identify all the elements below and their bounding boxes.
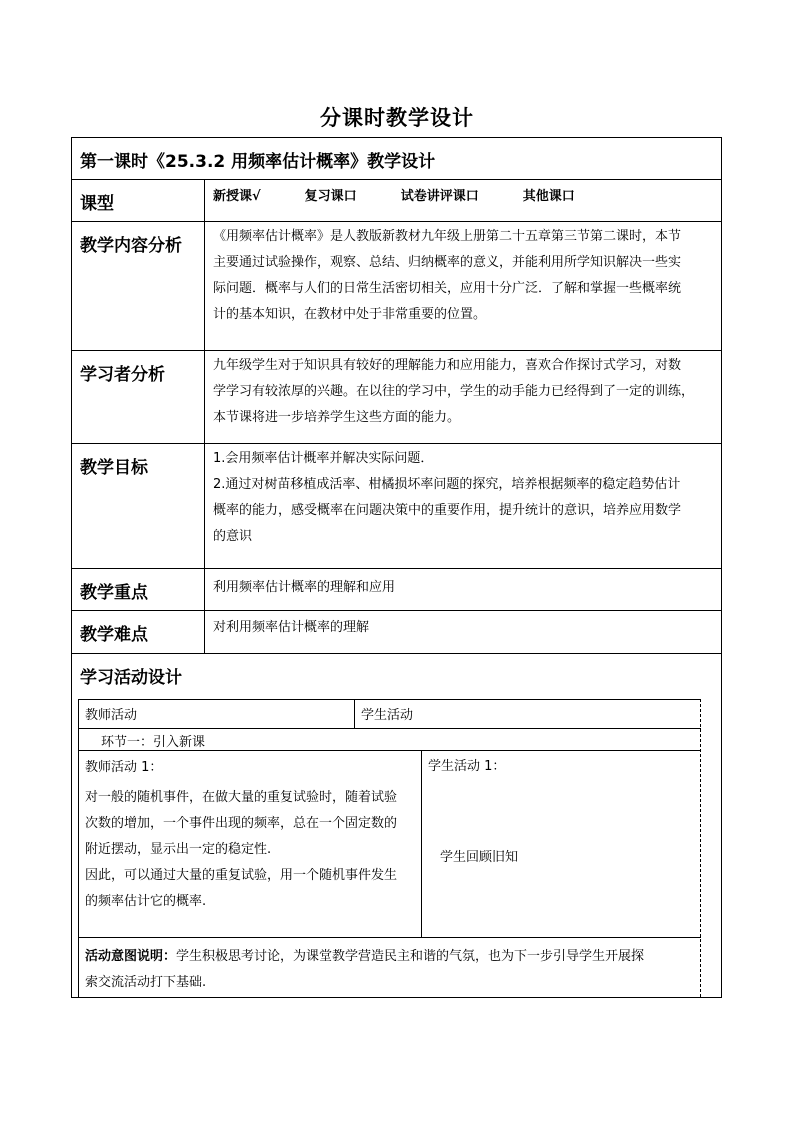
learner-analysis-line: 本节课将进一步培养学生这些方面的能力。 bbox=[213, 410, 461, 425]
key-points-row bbox=[72, 569, 721, 611]
option-new-lesson: 新授课√ bbox=[213, 189, 261, 204]
teacher-activity-line: 附近摆动，显示出一定的稳定性. bbox=[85, 842, 272, 857]
activity-design-label: 学习活动设计 bbox=[80, 668, 182, 688]
difficulties-row bbox=[72, 611, 721, 654]
section-title: 环节一：引入新课 bbox=[79, 728, 701, 750]
activity-header-row bbox=[79, 699, 701, 728]
course-type-label: 课型 bbox=[72, 180, 205, 221]
teacher-activity-line: 的频率估计它的概率. bbox=[85, 894, 207, 909]
difficulties-text: 对利用频率估计概率的理解 bbox=[213, 620, 370, 635]
content-analysis-line: 《用频率估计概率》是人教版新教材九年级上册第二十五章第三节第二课时，本节 bbox=[213, 229, 682, 244]
content-analysis-label: 教学内容分析 bbox=[72, 222, 205, 350]
activity-content-row bbox=[79, 750, 701, 937]
objective-line: 2.通过对树苗移植成活率、柑橘损坏率问题的探究，培养根据频率的稳定趋势估计 bbox=[213, 477, 681, 492]
key-points-label: 教学重点 bbox=[72, 569, 205, 610]
objectives-label: 教学目标 bbox=[72, 444, 205, 568]
lesson-plan-table bbox=[71, 137, 722, 998]
learner-analysis-line: 九年级学生对于知识具有较好的理解能力和应用能力，喜欢合作探讨式学习，对数 bbox=[213, 358, 682, 373]
course-type-options bbox=[205, 180, 721, 221]
objectives-text bbox=[205, 444, 721, 568]
page-title: 分课时教学设计 bbox=[320, 106, 474, 130]
activity-intent-label: 活动意图说明： bbox=[85, 949, 177, 964]
lesson-title-row bbox=[72, 138, 721, 180]
key-points-text: 利用频率估计概率的理解和应用 bbox=[213, 580, 396, 595]
learner-analysis-line: 学学习有较浓厚的兴趣。在以往的学习中，学生的动手能力已经得到了一定的训练， bbox=[213, 384, 695, 399]
content-analysis-line: 主要通过试验操作，观察、总结、归纳概率的意义，并能利用所学知识解决一些实 bbox=[213, 255, 682, 270]
activity-design-row bbox=[72, 654, 721, 699]
activity-intent-row bbox=[79, 937, 701, 997]
activity-table bbox=[78, 699, 701, 997]
student-activity-header: 学生活动 bbox=[361, 708, 414, 723]
objective-line: 的意识 bbox=[213, 529, 253, 544]
objectives-row bbox=[72, 444, 721, 569]
option-other-lesson: 其他课口 bbox=[522, 189, 575, 204]
activity-intent-line: 索交流活动打下基础. bbox=[85, 975, 207, 990]
course-type-row bbox=[72, 180, 721, 222]
student-activity-cell bbox=[422, 751, 701, 941]
difficulties-label: 教学难点 bbox=[72, 611, 205, 653]
teacher-activity-header: 教师活动 bbox=[79, 700, 355, 728]
learner-analysis-text bbox=[205, 351, 721, 443]
content-analysis-line: 际问题．概率与人们的日常生活密切相关，应用十分广泛．了解和掌握一些概率统 bbox=[213, 281, 682, 296]
teacher-activity-line: 因此，可以通过大量的重复试验，用一个随机事件发生 bbox=[85, 868, 398, 883]
objective-line: 概率的能力，感受概率在问题决策中的重要作用，提升统计的意识，培养应用数学 bbox=[213, 503, 682, 518]
teacher-activity-cell bbox=[79, 751, 422, 937]
activity-intent-text bbox=[79, 938, 701, 996]
learner-analysis-label: 学习者分析 bbox=[72, 351, 205, 443]
content-analysis-text bbox=[205, 222, 721, 350]
student-activity-text: 学生回顾旧知 bbox=[440, 850, 519, 865]
teacher-activity-line: 次数的增加，一个事件出现的频率，总在一个固定数的 bbox=[85, 816, 398, 831]
objective-line: 1.会用频率估计概率并解决实际问题． bbox=[213, 451, 434, 466]
lesson-title: 第一课时《25.3.2 用频率估计概率》教学设计 bbox=[80, 152, 436, 172]
option-review-lesson: 复习课口 bbox=[304, 189, 357, 204]
teacher-activity-title: 教师活动 1： bbox=[85, 760, 163, 775]
content-analysis-line: 计的基本知识，在教材中处于非常重要的位置。 bbox=[213, 307, 487, 322]
content-analysis-row bbox=[72, 222, 721, 351]
option-exam-review-lesson: 试卷讲评课口 bbox=[400, 189, 479, 204]
learner-analysis-row bbox=[72, 351, 721, 444]
activity-intent-line: 学生积极思考讨论，为课堂教学营造民主和谐的气氛，也为下一步引导学生开展探 bbox=[176, 949, 645, 964]
student-activity-title: 学生活动 1： bbox=[428, 759, 506, 774]
teacher-activity-line: 对一般的随机事件，在做大量的重复试验时，随着试验 bbox=[85, 790, 398, 805]
